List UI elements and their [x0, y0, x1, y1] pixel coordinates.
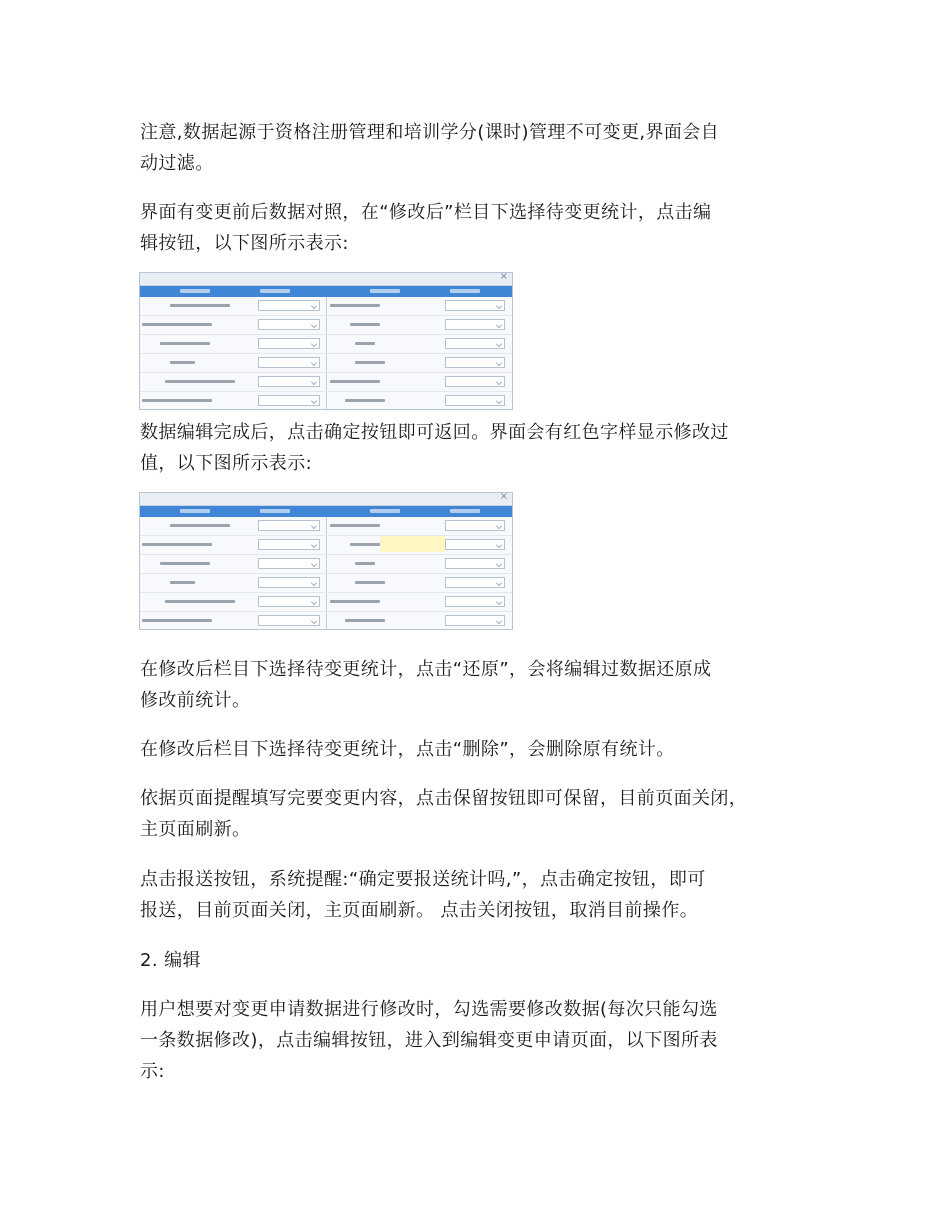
table-row — [140, 316, 512, 335]
paragraph-save: 依据页面提醒填写完要变更内容，点击保留按钮即可保留，目前页面关闭， 主页面刷新。 — [140, 788, 748, 840]
table-row — [140, 574, 512, 593]
form-rows — [140, 517, 512, 630]
table-row — [140, 555, 512, 574]
modified-values-screenshot — [139, 492, 513, 630]
table-header — [140, 506, 512, 517]
paragraph-edit: 用户想要对变更申请数据进行修改时，勾选需要修改数据(每次只能勾选 一条数据修改)，点击编辑按钮，进入到编辑变更申请页面，以下图所表 示: — [140, 999, 718, 1082]
paragraph-confirm: 数据编辑完成后，点击确定按钮即可返回。界面会有红色字样显示修改过 值，以下图所示表示: — [140, 422, 729, 474]
table-row — [140, 392, 512, 410]
paragraph-restore: 在修改后栏目下选择待变更统计，点击“还原”，会将编辑过数据还原成 修改前统计。 — [140, 659, 712, 711]
table-row — [140, 517, 512, 536]
table-row — [140, 593, 512, 612]
table-header — [140, 286, 512, 297]
paragraph-submit: 点击报送按钮，系统提醒:“确定要报送统计吗,”，点击确定按钮，即可 报送，目前页面关闭，主页面刷新。 点击关闭按钮，取消目前操作。 — [140, 869, 706, 921]
table-row — [140, 297, 512, 316]
dialog-titlebar — [140, 493, 512, 506]
table-row — [140, 335, 512, 354]
paragraph-compare: 界面有变更前后数据对照，在“修改后”栏目下选择待变更统计，点击编 辑按钮，以下图所示表示: — [140, 202, 712, 254]
table-row — [140, 612, 512, 630]
edit-dialog-screenshot — [139, 272, 513, 410]
table-row — [140, 373, 512, 392]
dialog-titlebar — [140, 273, 512, 286]
table-row — [140, 536, 512, 555]
paragraph-delete: 在修改后栏目下选择待变更统计，点击“删除”，会删除原有统计。 — [140, 739, 675, 760]
table-row — [140, 354, 512, 373]
close-icon: × — [499, 272, 508, 282]
form-rows — [140, 297, 512, 410]
close-icon: × — [499, 492, 508, 502]
section-heading-edit: 2. 编辑 — [140, 950, 201, 971]
paragraph-note: 注意,数据起源于资格注册管理和培训学分(课时)管理不可变更,界面会自 动过滤。 — [140, 122, 720, 174]
